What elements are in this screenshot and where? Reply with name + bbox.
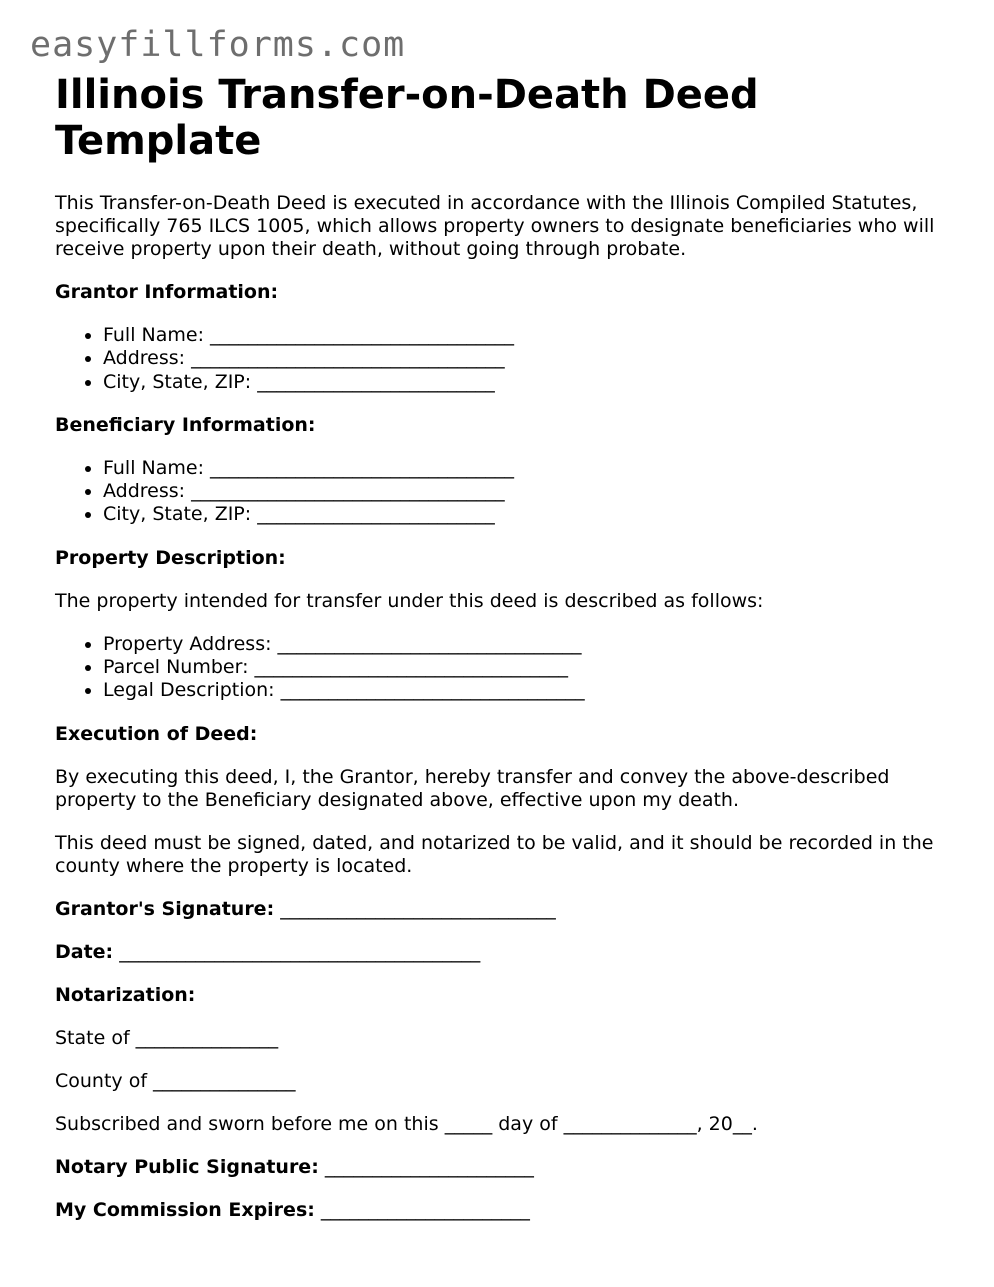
grantor-signature-label: Grantor's Signature: bbox=[55, 897, 275, 920]
date-label: Date: bbox=[55, 940, 114, 963]
legal-description-field: • Legal Description: ________________________________ bbox=[103, 679, 955, 702]
county-of-field: County of _______________ bbox=[55, 1069, 296, 1092]
commission-expires-blank: ______________________ bbox=[314, 1198, 530, 1221]
notary-signature-blank: ______________________ bbox=[318, 1155, 534, 1178]
notarization-heading: Notarization: bbox=[55, 983, 196, 1006]
document-title: Illinois Transfer-on-Death Deed Template bbox=[55, 72, 759, 164]
commission-expires-label: My Commission Expires: bbox=[55, 1198, 315, 1221]
beneficiary-full-name-field: • Full Name: ________________________________ bbox=[103, 457, 955, 480]
subscribed-sworn-text: Subscribed and sworn before me on this _____ day of ______________, 20__. bbox=[55, 1112, 758, 1135]
grantor-signature-line bbox=[55, 898, 955, 921]
grantor-address-field: • Address: _________________________________ bbox=[103, 347, 955, 370]
grantor-city-state-zip-field: • City, State, ZIP: _________________________ bbox=[103, 371, 955, 394]
property-address-field: • Property Address: ________________________________ bbox=[103, 633, 955, 656]
execution-paragraph-2: This deed must be signed, dated, and notarized to be valid, and it should be recorded in the county where the property is located. bbox=[55, 831, 940, 877]
execution-paragraph-1: By executing this deed, I, the Grantor, hereby transfer and convey the above-described property to the Beneficiary designated above, effective upon my death. bbox=[55, 765, 896, 811]
property-intro-text: The property intended for transfer under this deed is described as follows: bbox=[55, 589, 764, 612]
beneficiary-list bbox=[55, 457, 955, 527]
execution-heading: Execution of Deed: bbox=[55, 722, 258, 745]
date-line bbox=[55, 941, 955, 964]
document-body bbox=[55, 72, 955, 1222]
parcel-number-field: • Parcel Number: _________________________________ bbox=[103, 656, 955, 679]
notary-signature-label: Notary Public Signature: bbox=[55, 1155, 319, 1178]
grantor-signature-blank: _____________________________ bbox=[274, 897, 556, 920]
state-of-field: State of _______________ bbox=[55, 1026, 279, 1049]
commission-expires-line bbox=[55, 1199, 955, 1222]
intro-paragraph: This Transfer-on-Death Deed is executed in accordance with the Illinois Compiled Statutes, specifically 765 ILCS 1005, which allows property owners to designate beneficiaries who will receive property upon their death, without going through probate. bbox=[55, 192, 941, 260]
beneficiary-heading: Beneficiary Information: bbox=[55, 413, 316, 436]
property-list bbox=[55, 633, 955, 703]
grantor-full-name-field: • Full Name: ________________________________ bbox=[103, 324, 955, 347]
grantor-list bbox=[55, 324, 955, 394]
beneficiary-city-state-zip-field: • City, State, ZIP: _________________________ bbox=[103, 503, 955, 526]
property-heading: Property Description: bbox=[55, 546, 286, 569]
notary-signature-line bbox=[55, 1156, 955, 1179]
beneficiary-address-field: • Address: _________________________________ bbox=[103, 480, 955, 503]
date-blank: ______________________________________ bbox=[113, 940, 481, 963]
watermark-text: easyfillforms.com bbox=[30, 25, 406, 65]
grantor-heading: Grantor Information: bbox=[55, 281, 279, 303]
